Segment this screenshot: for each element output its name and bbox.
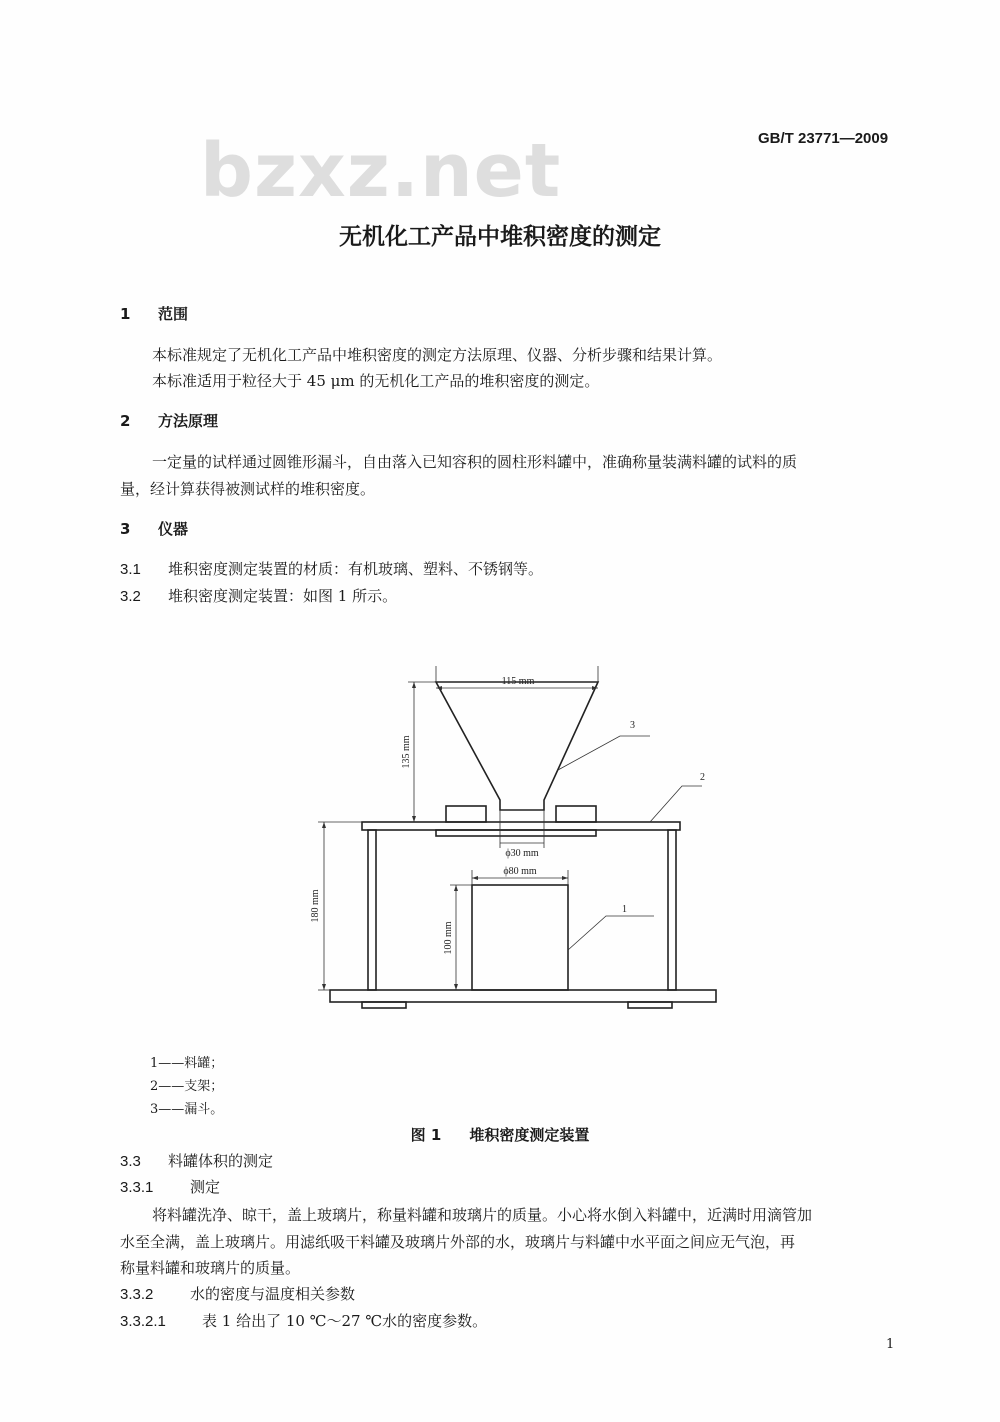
legend-item: 3——漏斗。 (150, 1102, 224, 1117)
section-3-heading (120, 518, 188, 539)
callout-2: 2 (700, 772, 705, 783)
section-title: 仪器 (158, 520, 189, 538)
stand-top-plate (362, 822, 680, 830)
clause-title: 测定 (190, 1178, 221, 1196)
watermark: bzxz.net (200, 128, 562, 214)
callout-3: 3 (630, 720, 635, 731)
clause-title: 水的密度与温度相关参数 (190, 1285, 356, 1303)
legend-item: 1——料罐； (150, 1056, 224, 1071)
dim-can-height: 100 mm (443, 921, 454, 955)
paragraph-line: 将料罐洗净、晾干，盖上玻璃片，称量料罐和玻璃片的质量。小心将水倒入料罐中，近满时用滴管加 (152, 1206, 813, 1224)
clause-3-1 (120, 558, 543, 579)
dim-stand-height: 180 mm (310, 889, 321, 923)
material-can (472, 885, 568, 990)
section-2-heading (120, 410, 218, 431)
section-number: 1 (120, 305, 131, 323)
funnel-holder (556, 806, 596, 822)
dim-top-width: 115 mm (501, 676, 535, 687)
section-title: 范围 (158, 305, 189, 323)
dim-can-diameter: ϕ80 mm (503, 866, 537, 877)
dim-outlet-diameter: ϕ30 mm (505, 848, 539, 859)
paragraph-line: 水至全满，盖上玻璃片。用滤纸吸干料罐及玻璃片外部的水，玻璃片与料罐中水平面之间应无气泡，再 (120, 1233, 796, 1251)
figure-title: 堆积密度测定装置 (469, 1126, 590, 1144)
clause-number: 3.2 (120, 588, 141, 605)
stand-leg (368, 830, 376, 990)
clause-3-3-2 (120, 1283, 355, 1304)
clause-number: 3.1 (120, 561, 141, 578)
section-title: 方法原理 (158, 412, 219, 430)
paragraph-line: 称量料罐和玻璃片的质量。 (120, 1259, 301, 1277)
plate-underside (436, 830, 596, 836)
paragraph: 本标准适用于粒径大于 45 μm 的无机化工产品的堆积密度的测定。 (152, 372, 600, 390)
base-plate (330, 990, 716, 1002)
apparatus-diagram (290, 660, 730, 1020)
clause-3-3-1 (120, 1176, 220, 1197)
document-title: 无机化工产品中堆积密度的测定 (339, 224, 661, 250)
clause-3-2 (120, 585, 397, 606)
section-1-heading (120, 303, 188, 324)
paragraph-line: 一定量的试样通过圆锥形漏斗，自由落入已知容积的圆柱形料罐中，准确称量装满料罐的试料的质 (152, 453, 798, 471)
paragraph-line: 量，经计算获得被测试样的堆积密度。 (120, 480, 376, 498)
stand-leg (668, 830, 676, 990)
section-number: 2 (120, 412, 131, 430)
clause-text: 表 1 给出了 10 ℃～27 ℃水的密度参数。 (202, 1312, 488, 1330)
base-foot (362, 1002, 406, 1008)
clause-3-3-2-1 (120, 1310, 487, 1331)
standard-number: GB/T 23771—2009 (758, 130, 889, 147)
funnel-holder (446, 806, 486, 822)
clause-title: 料罐体积的测定 (168, 1152, 274, 1170)
legend-item: 2——支架； (150, 1079, 224, 1094)
funnel (436, 682, 598, 810)
clause-number: 3.3 (120, 1153, 141, 1170)
dim-funnel-height: 135 mm (401, 735, 412, 769)
clause-3-3 (120, 1150, 273, 1171)
base-foot (628, 1002, 672, 1008)
page-number: 1 (886, 1337, 895, 1352)
figure-caption (0, 1124, 1000, 1145)
figure-number: 图 1 (410, 1126, 442, 1144)
clause-number: 3.3.2.1 (120, 1313, 166, 1330)
clause-text: 堆积密度测定装置的材质：有机玻璃、塑料、不锈钢等。 (168, 560, 544, 578)
callout-1: 1 (622, 904, 627, 915)
section-number: 3 (120, 520, 131, 538)
clause-text: 堆积密度测定装置：如图 1 所示。 (168, 587, 398, 605)
clause-number: 3.3.1 (120, 1179, 154, 1196)
clause-number: 3.3.2 (120, 1286, 154, 1303)
paragraph: 本标准规定了无机化工产品中堆积密度的测定方法原理、仪器、分析步骤和结果计算。 (152, 346, 723, 364)
